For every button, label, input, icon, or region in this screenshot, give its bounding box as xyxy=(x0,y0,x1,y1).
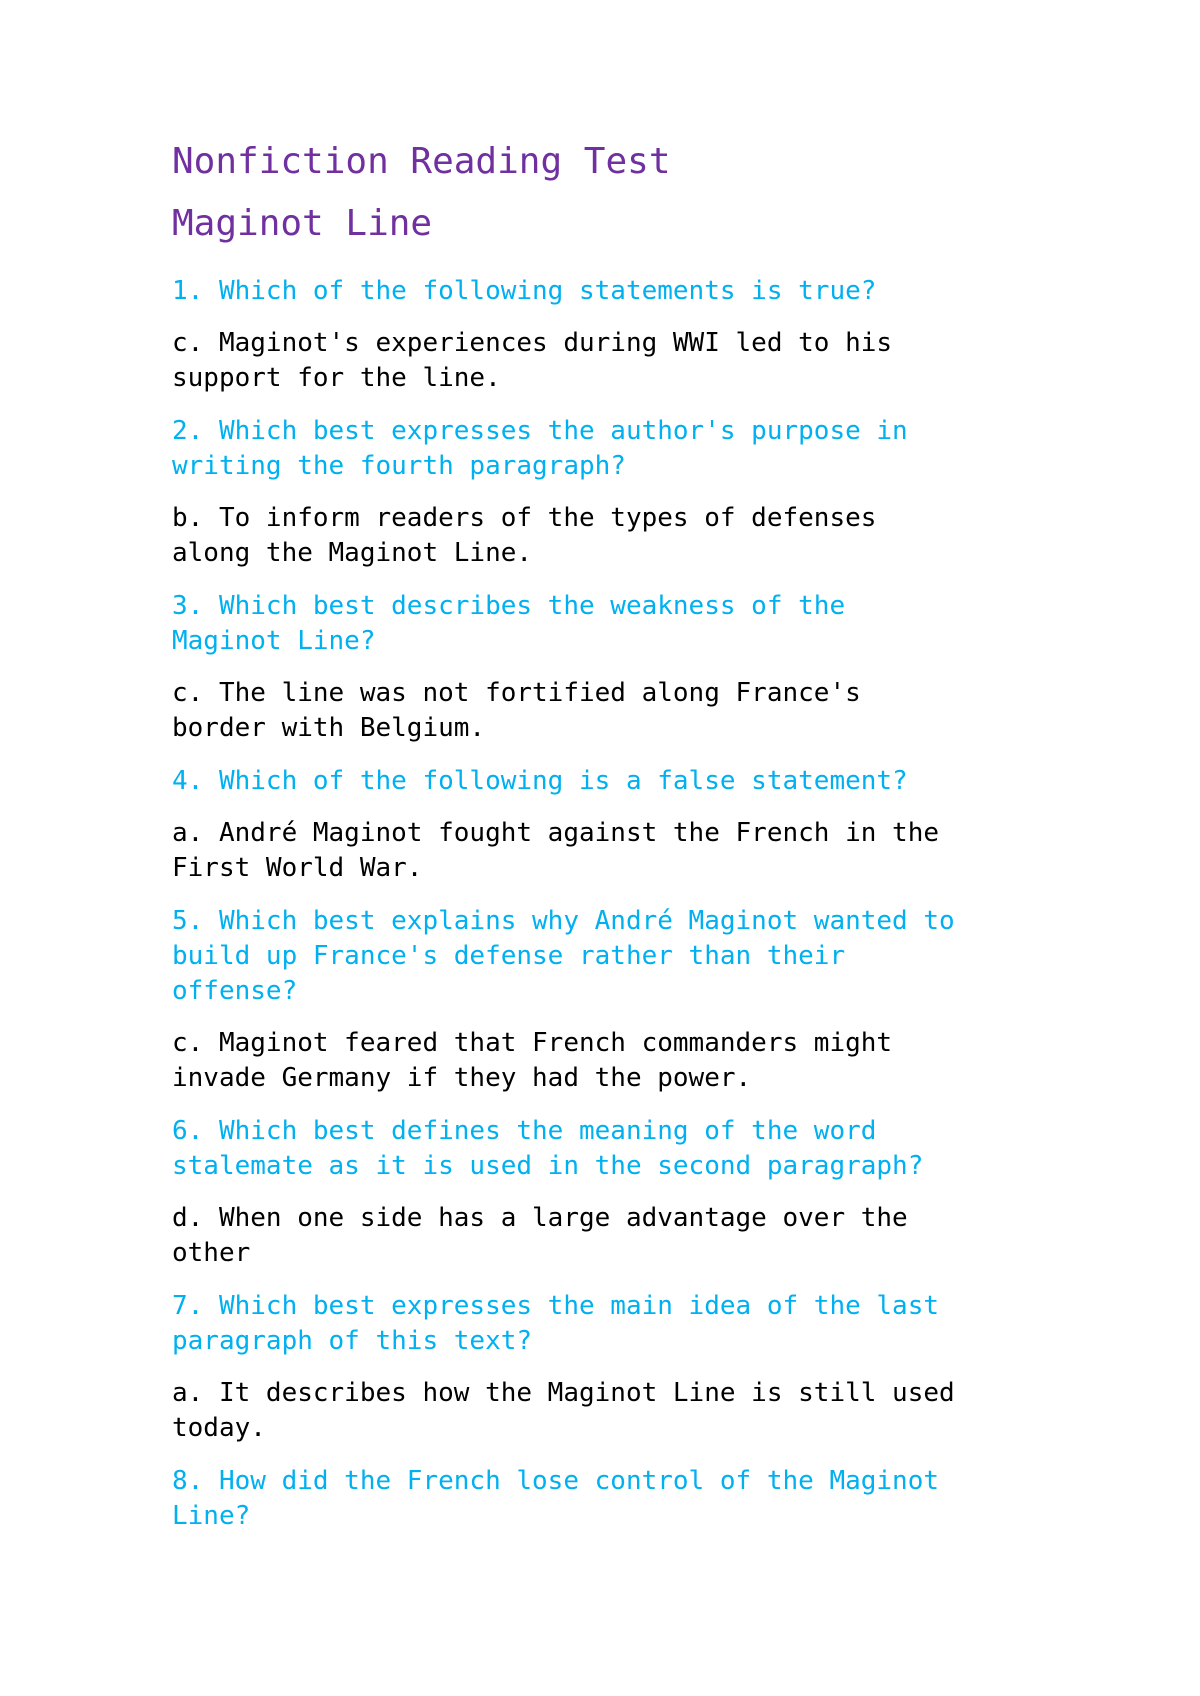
question-text: 8. How did the French lose control of the Maginot Line? xyxy=(172,1466,940,1531)
question-item-6 xyxy=(172,1096,1072,1271)
answer-text: c. Maginot feared that French commanders might invade Germany if they had the power. xyxy=(172,1028,893,1093)
question-text: 4. Which of the following is a false statement? xyxy=(172,766,908,796)
answer-text: a. It describes how the Maginot Line is still used today. xyxy=(172,1378,955,1443)
question-item-8 xyxy=(172,1446,1072,1534)
question-item-4 xyxy=(172,746,1072,886)
document-title: Nonfiction Reading Test xyxy=(172,141,671,182)
question-item-1 xyxy=(172,256,1072,396)
document-page xyxy=(172,140,1072,1534)
question-text: 3. Which best describes the weakness of the Maginot Line? xyxy=(172,591,846,656)
question-text: 5. Which best explains why André Maginot wanted to build up France's defense rather than their offense? xyxy=(172,906,955,1006)
answer-text: b. To inform readers of the types of defenses along the Maginot Line. xyxy=(172,503,877,568)
question-item-2 xyxy=(172,396,1072,571)
document-subtitle: Maginot Line xyxy=(172,203,433,244)
question-text: 6. Which best defines the meaning of the word stalemate as it is used in the second paragraph? xyxy=(172,1116,924,1181)
answer-text: c. The line was not fortified along France's border with Belgium. xyxy=(172,678,861,743)
question-list xyxy=(172,256,1072,1534)
answer-text: a. André Maginot fought against the French in the First World War. xyxy=(172,818,940,883)
question-item-3 xyxy=(172,571,1072,746)
question-text: 2. Which best expresses the author's purpose in writing the fourth paragraph? xyxy=(172,416,908,481)
question-item-7 xyxy=(172,1271,1072,1446)
question-text: 7. Which best expresses the main idea of the last paragraph of this text? xyxy=(172,1291,940,1356)
question-item-5 xyxy=(172,886,1072,1096)
answer-text: c. Maginot's experiences during WWI led to his support for the line. xyxy=(172,328,893,393)
answer-text: d. When one side has a large advantage over the other xyxy=(172,1203,908,1268)
question-text: 1. Which of the following statements is true? xyxy=(172,276,877,306)
